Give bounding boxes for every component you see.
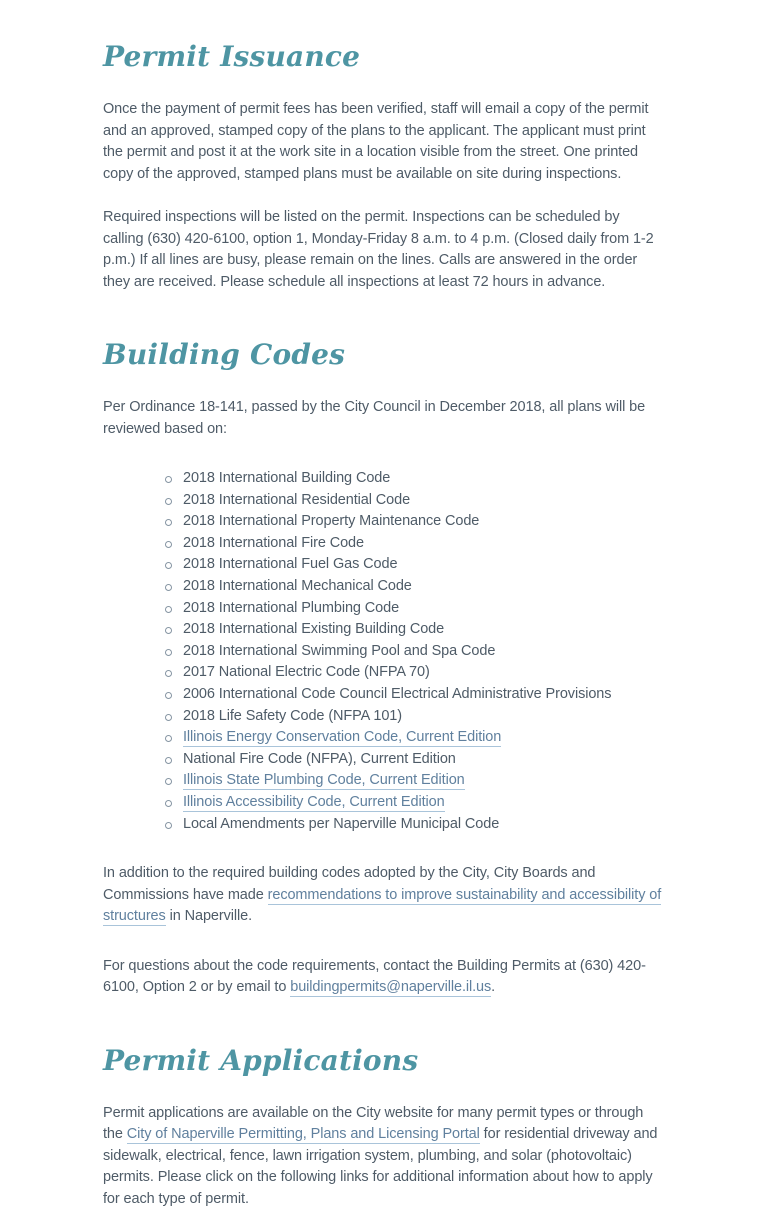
list-item <box>165 554 663 576</box>
circle-bullet-icon <box>165 735 172 742</box>
code-label: 2018 International Fuel Gas Code <box>183 556 398 573</box>
list-item <box>165 468 663 490</box>
code-label: 2018 International Property Maintenance Code <box>183 513 480 530</box>
list-item <box>165 490 663 512</box>
code-label: 2018 International Building Code <box>183 470 391 486</box>
permit-issuance-paragraph-2: Required inspections will be listed on the permit. Inspections can be scheduled by calling (630) 420-6100, option 1, Monday-Friday 8 a.m. to 4 p.m. (Closed daily from 1-2 p.m.) If all lines are busy, please remain on the lines. Calls are answered in the order they are received. Please schedule all inspections at least 72 hours in advance. <box>103 209 654 290</box>
list-item <box>165 770 663 792</box>
list-item <box>165 706 663 728</box>
list-item <box>165 662 663 684</box>
building-codes-heading: Building Codes <box>103 338 346 371</box>
code-label: 2018 International Plumbing Code <box>183 599 400 616</box>
questions-paragraph <box>103 956 663 999</box>
circle-bullet-icon <box>165 519 172 526</box>
circle-bullet-icon <box>165 584 172 591</box>
code-label: 2017 National Electric Code (NFPA 70) <box>183 664 430 681</box>
list-item <box>165 598 663 620</box>
recommendations-link[interactable]: recommendations to improve sustainability and accessibility of structures <box>103 886 662 925</box>
permitting-portal-link[interactable]: City of Naperville Permitting, Plans and Licensing Portal <box>126 1126 480 1143</box>
circle-bullet-icon <box>165 562 172 569</box>
circle-bullet-icon <box>165 800 172 807</box>
circle-bullet-icon <box>165 627 172 634</box>
list-item <box>165 619 663 641</box>
building-permits-email-link[interactable]: buildingpermits@naperville.il.us <box>290 979 492 996</box>
recommendations-paragraph <box>103 863 663 928</box>
circle-bullet-icon <box>165 692 172 699</box>
circle-bullet-icon <box>165 606 172 613</box>
paragraph-text: Permit applications are available on the City website for many permit types or through the <box>103 1104 644 1143</box>
building-codes-list <box>165 468 663 835</box>
circle-bullet-icon <box>165 822 172 829</box>
list-item <box>165 792 663 814</box>
code-label: 2018 International Existing Building Code <box>183 621 445 638</box>
code-label: 2018 International Fire Code <box>183 534 364 551</box>
list-item <box>165 533 663 555</box>
circle-bullet-icon <box>165 649 172 656</box>
paragraph-text: . <box>491 979 496 996</box>
illinois-energy-conservation-code-link[interactable]: Illinois Energy Conservation Code, Current Edition <box>183 729 502 746</box>
code-label: 2018 International Swimming Pool and Spa Code <box>183 642 496 659</box>
code-label: 2018 International Mechanical Code <box>183 577 412 594</box>
circle-bullet-icon <box>165 541 172 548</box>
list-item <box>165 684 663 706</box>
list-item <box>165 576 663 598</box>
paragraph-text: In addition to the required building codes adopted by the City, City Boards and Commissions have made <box>103 865 596 903</box>
code-label: 2018 International Residential Code <box>183 491 411 508</box>
circle-bullet-icon <box>165 714 172 721</box>
list-item <box>165 511 663 533</box>
circle-bullet-icon <box>165 670 172 677</box>
paragraph-text: For questions about the code requirements, contact the Building Permits at (630) 420-6100, Option 2 or by email to <box>103 957 646 996</box>
list-item <box>165 749 663 771</box>
illinois-accessibility-code-link[interactable]: Illinois Accessibility Code, Current Edition <box>183 793 445 810</box>
code-label: National Fire Code (NFPA), Current Edition <box>183 750 456 767</box>
circle-bullet-icon <box>165 778 172 785</box>
permit-issuance-paragraph-1: Once the payment of permit fees has been verified, staff will email a copy of the permit and an approved, stamped copy of the plans to the applicant. The applicant must print the permit and post it at the work site in a location visible from the street. One printed copy of the approved, stamped plans must be available on site during inspections. <box>103 101 649 182</box>
circle-bullet-icon <box>165 498 172 505</box>
code-label: 2018 Life Safety Code (NFPA 101) <box>183 707 402 724</box>
building-codes-intro: Per Ordinance 18-141, passed by the City Council in December 2018, all plans will be reviewed based on: <box>103 399 646 437</box>
permit-applications-paragraph <box>103 1103 663 1210</box>
permit-issuance-heading: Permit Issuance <box>103 40 361 73</box>
circle-bullet-icon <box>165 757 172 764</box>
list-item <box>165 727 663 749</box>
list-item <box>165 641 663 663</box>
paragraph-text: for residential driveway and sidewalk, electrical, fence, lawn irrigation system, plumbing, and solar (photovoltaic) permits. Please click on the following links for additional information about how to apply for each type of permit. <box>103 1126 658 1207</box>
code-label: Local Amendments per Naperville Municipal Code <box>183 815 500 832</box>
paragraph-text: in Naperville. <box>165 908 253 925</box>
code-label: 2006 International Code Council Electrical Administrative Provisions <box>183 685 612 702</box>
permit-applications-heading: Permit Applications <box>103 1043 419 1077</box>
circle-bullet-icon <box>165 476 172 483</box>
illinois-state-plumbing-code-link[interactable]: Illinois State Plumbing Code, Current Edition <box>183 772 465 789</box>
list-item <box>165 814 663 836</box>
